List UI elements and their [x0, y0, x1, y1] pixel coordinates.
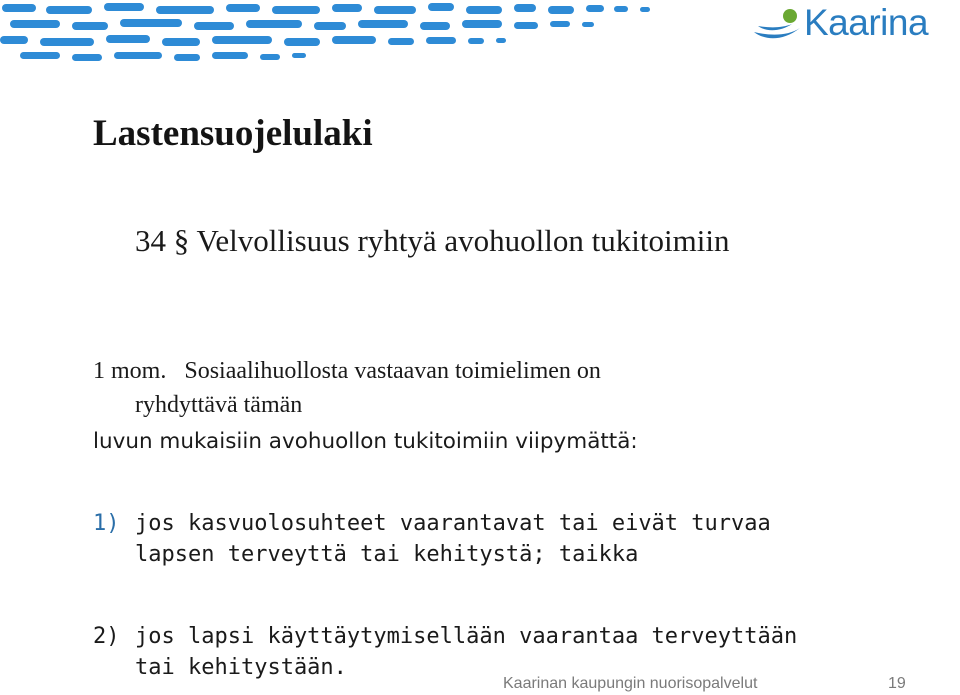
moment-label: 1 mom.	[93, 358, 167, 384]
luvun-line: luvun mukaisiin avohuollon tukitoimiin viipymättä:	[93, 429, 638, 454]
kaarina-logo-mark-icon	[752, 6, 804, 46]
moment-text	[93, 354, 853, 422]
list-item-line-2: lapsen terveyttä tai kehitystä; taikka	[135, 542, 639, 567]
moment-line-2: ryhdyttävä tämän	[135, 392, 303, 418]
list-item	[93, 621, 893, 683]
kaarina-logo	[752, 4, 956, 50]
kaarina-logo-text: Kaarina	[804, 2, 929, 43]
list-item	[93, 508, 893, 570]
list-item-line-2: tai kehitystään.	[135, 655, 347, 680]
moment-line-1: Sosiaalihuollosta vastaavan toimielimen on	[184, 358, 601, 384]
list-item-number: 2)	[93, 624, 120, 649]
list-item-number: 1)	[93, 511, 120, 536]
section-heading: 34 § Velvollisuus ryhtyä avohuollon tukitoimiin	[135, 223, 730, 258]
page-number: 19	[888, 675, 906, 692]
slide-title: Lastensuojelulaki	[93, 113, 373, 154]
footer-text: Kaarinan kaupungin nuorisopalvelut	[503, 675, 758, 692]
list-item-line-1: jos lapsi käyttäytymisellään vaarantaa terveyttään	[135, 624, 798, 649]
list-item-line-1: jos kasvuolosuhteet vaarantavat tai eivät turvaa	[135, 511, 771, 536]
wave-decoration	[0, 0, 720, 70]
